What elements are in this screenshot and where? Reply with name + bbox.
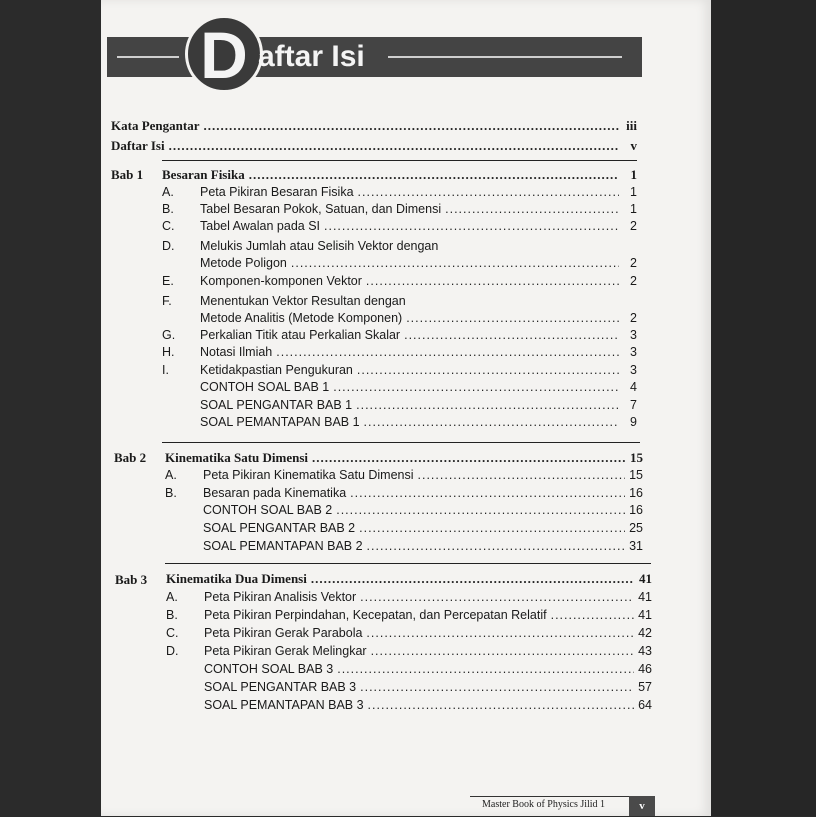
toc-leader xyxy=(418,466,625,484)
toc-item-title: Perkalian Titik atau Perkalian Skalar xyxy=(200,328,401,342)
toc-item-page: 1 xyxy=(630,185,637,199)
toc-leader xyxy=(359,519,625,537)
toc-item-title: Notasi Ilmiah xyxy=(200,345,273,359)
toc-item-title: Menentukan Vektor Resultan dengan xyxy=(200,294,406,308)
chapter-page: 15 xyxy=(630,450,643,465)
header-initial: D xyxy=(200,18,248,92)
toc-item-letter: B. xyxy=(162,202,174,216)
toc-leader xyxy=(311,570,634,588)
toc-item[interactable] xyxy=(165,484,643,502)
toc-item-title: Peta Pikiran Gerak Parabola xyxy=(204,626,363,640)
toc-item-title: Ketidakpastian Pengukuran xyxy=(200,363,353,377)
toc-item-page: 15 xyxy=(629,468,643,482)
toc-item[interactable] xyxy=(165,537,643,555)
toc-item-title: SOAL PEMANTAPAN BAB 3 xyxy=(204,698,364,712)
toc-item-title: SOAL PENGANTAR BAB 1 xyxy=(200,398,353,412)
toc-item-letter: G. xyxy=(162,328,176,342)
chapter-rule xyxy=(165,563,651,564)
header-rule-right xyxy=(388,56,622,58)
toc-item-title: Tabel Besaran Pokok, Satuan, dan Dimensi xyxy=(200,202,442,216)
toc-item-letter: B. xyxy=(165,486,177,500)
chapter-rule xyxy=(162,442,640,443)
toc-item-title-cont: Metode Analitis (Metode Komponen) xyxy=(200,311,403,325)
toc-item-page: 64 xyxy=(638,698,652,712)
toc-item-title: Besaran pada Kinematika xyxy=(203,486,347,500)
toc-item[interactable] xyxy=(165,519,643,537)
toc-item-line[interactable] xyxy=(162,292,637,310)
toc-item[interactable] xyxy=(166,642,652,660)
chapter-label: Bab 2 xyxy=(114,450,147,465)
toc-leader xyxy=(291,254,619,272)
toc-item[interactable] xyxy=(166,660,652,678)
toc-item-page: 31 xyxy=(629,539,643,553)
toc-item[interactable] xyxy=(165,501,643,519)
toc-item[interactable] xyxy=(162,254,637,272)
toc-item-title: Peta Pikiran Gerak Melingkar xyxy=(204,644,367,658)
chapter-title: Besaran Fisika xyxy=(162,167,245,182)
toc-item[interactable] xyxy=(162,217,637,235)
chapter-page: 41 xyxy=(639,571,652,586)
toc-item-page: 42 xyxy=(638,626,652,640)
toc-leader xyxy=(406,309,619,327)
toc-item[interactable] xyxy=(162,361,637,379)
toc-item[interactable] xyxy=(162,396,637,414)
toc-item-page: 25 xyxy=(629,521,643,535)
toc-leader xyxy=(312,449,625,467)
toc-item-page: 7 xyxy=(630,398,637,412)
toc-item-page: 3 xyxy=(630,363,637,377)
toc-item-page: 2 xyxy=(630,256,637,270)
toc-item-letter: B. xyxy=(166,608,178,622)
toc-item-title: SOAL PEMANTAPAN BAB 1 xyxy=(200,415,360,429)
chapter-page: 1 xyxy=(630,167,637,182)
toc-item-letter: F. xyxy=(162,294,172,308)
chapter-heading[interactable] xyxy=(162,166,637,184)
toc-item-page: 2 xyxy=(630,219,637,233)
toc-item-page: 3 xyxy=(630,345,637,359)
toc-entry-page: v xyxy=(630,138,637,153)
toc-item-title: CONTOH SOAL BAB 1 xyxy=(200,380,330,394)
toc-item-title: Peta Pikiran Perpindahan, Kecepatan, dan Percepatan Relatif xyxy=(204,608,547,622)
toc-leader xyxy=(371,642,634,660)
toc-item[interactable] xyxy=(166,624,652,642)
toc-entry-title: Daftar Isi xyxy=(111,138,165,153)
toc-item-page: 46 xyxy=(638,662,652,676)
toc-item-page: 2 xyxy=(630,274,637,288)
toc-leader xyxy=(169,137,619,155)
toc-item-title: Komponen-komponen Vektor xyxy=(200,274,362,288)
toc-leader xyxy=(368,696,634,714)
toc-entry-title: Kata Pengantar xyxy=(111,118,200,133)
toc-leader xyxy=(551,606,634,624)
toc-item[interactable] xyxy=(166,696,652,714)
toc-leader xyxy=(360,678,634,696)
toc-item-letter: D. xyxy=(162,239,175,253)
toc-item-title: Peta Pikiran Kinematika Satu Dimensi xyxy=(203,468,414,482)
toc-leader xyxy=(350,484,625,502)
chapter-heading[interactable] xyxy=(165,449,643,467)
toc-leader xyxy=(337,660,634,678)
toc-item[interactable] xyxy=(162,413,637,431)
toc-item-title: SOAL PENGANTAR BAB 2 xyxy=(203,521,356,535)
toc-leader xyxy=(324,217,619,235)
toc-item[interactable] xyxy=(162,378,637,396)
toc-item-letter: C. xyxy=(162,219,175,233)
toc-item-title: CONTOH SOAL BAB 2 xyxy=(203,503,333,517)
toc-leader xyxy=(357,361,619,379)
background-right xyxy=(711,0,816,816)
toc-entry[interactable] xyxy=(111,137,637,155)
toc-item-title: Peta Pikiran Analisis Vektor xyxy=(204,590,357,604)
toc-item[interactable] xyxy=(162,309,637,327)
toc-item-title: SOAL PENGANTAR BAB 3 xyxy=(204,680,357,694)
toc-item-title: CONTOH SOAL BAB 3 xyxy=(204,662,334,676)
toc-item-line[interactable] xyxy=(162,237,637,255)
background-left xyxy=(0,0,101,816)
toc-item-page: 41 xyxy=(638,590,652,604)
toc-item[interactable] xyxy=(166,606,652,624)
toc-item-letter: H. xyxy=(162,345,175,359)
toc-item-title: SOAL PEMANTAPAN BAB 2 xyxy=(203,539,363,553)
chapter-label: Bab 1 xyxy=(111,167,144,182)
chapter-heading[interactable] xyxy=(166,570,652,588)
chapter-title: Kinematika Satu Dimensi xyxy=(165,450,309,465)
toc-item-letter: I. xyxy=(162,363,169,377)
toc-item[interactable] xyxy=(162,200,637,218)
toc-leader xyxy=(364,413,619,431)
chapter-title: Kinematika Dua Dimensi xyxy=(166,571,307,586)
toc-leader xyxy=(367,537,625,555)
toc-item[interactable] xyxy=(162,272,637,290)
toc-item[interactable] xyxy=(162,343,637,361)
toc-item-letter: D. xyxy=(166,644,179,658)
chapter-rule xyxy=(162,160,637,161)
toc-leader xyxy=(336,501,625,519)
footer-page-number: v xyxy=(629,796,655,816)
toc-item-title: Melukis Jumlah atau Selisih Vektor dengan xyxy=(200,239,439,253)
toc-item-page: 4 xyxy=(630,380,637,394)
toc-entry-page: iii xyxy=(626,118,637,133)
toc-leader xyxy=(333,378,619,396)
toc-leader xyxy=(356,396,619,414)
toc-leader xyxy=(276,343,619,361)
toc-item-page: 41 xyxy=(638,608,652,622)
toc-item-letter: A. xyxy=(162,185,174,199)
toc-item-page: 43 xyxy=(638,644,652,658)
toc-item[interactable] xyxy=(162,183,637,201)
toc-item-letter: A. xyxy=(165,468,177,482)
toc-leader xyxy=(366,624,634,642)
toc-item-letter: C. xyxy=(166,626,179,640)
header-rule-left xyxy=(117,56,179,58)
toc-item-page: 1 xyxy=(630,202,637,216)
toc-leader xyxy=(360,588,634,606)
toc-item-title: Tabel Awalan pada SI xyxy=(200,219,321,233)
toc-item-page: 16 xyxy=(629,503,643,517)
chapter-label: Bab 3 xyxy=(115,572,148,587)
toc-item-page: 57 xyxy=(638,680,652,694)
toc-leader xyxy=(445,200,619,218)
toc-item-letter: A. xyxy=(166,590,178,604)
toc-item-title-cont: Metode Poligon xyxy=(200,256,287,270)
toc-item[interactable] xyxy=(166,678,652,696)
toc-leader xyxy=(366,272,619,290)
toc-leader xyxy=(404,326,619,344)
toc-item-page: 3 xyxy=(630,328,637,342)
toc-item-title: Peta Pikiran Besaran Fisika xyxy=(200,185,354,199)
toc-item-page: 9 xyxy=(630,415,637,429)
toc-item[interactable] xyxy=(162,326,637,344)
footer-title: Master Book of Physics Jilid 1 xyxy=(482,799,606,810)
toc-item[interactable] xyxy=(165,466,643,484)
toc-entry[interactable] xyxy=(111,117,637,135)
toc-leader xyxy=(203,117,619,135)
toc-item-letter: E. xyxy=(162,274,174,288)
toc-item-page: 16 xyxy=(629,486,643,500)
toc-leader xyxy=(358,183,619,201)
toc-item-page: 2 xyxy=(630,311,637,325)
toc-leader xyxy=(249,166,619,184)
page-title: aftar Isi xyxy=(258,40,365,73)
toc-item[interactable] xyxy=(166,588,652,606)
